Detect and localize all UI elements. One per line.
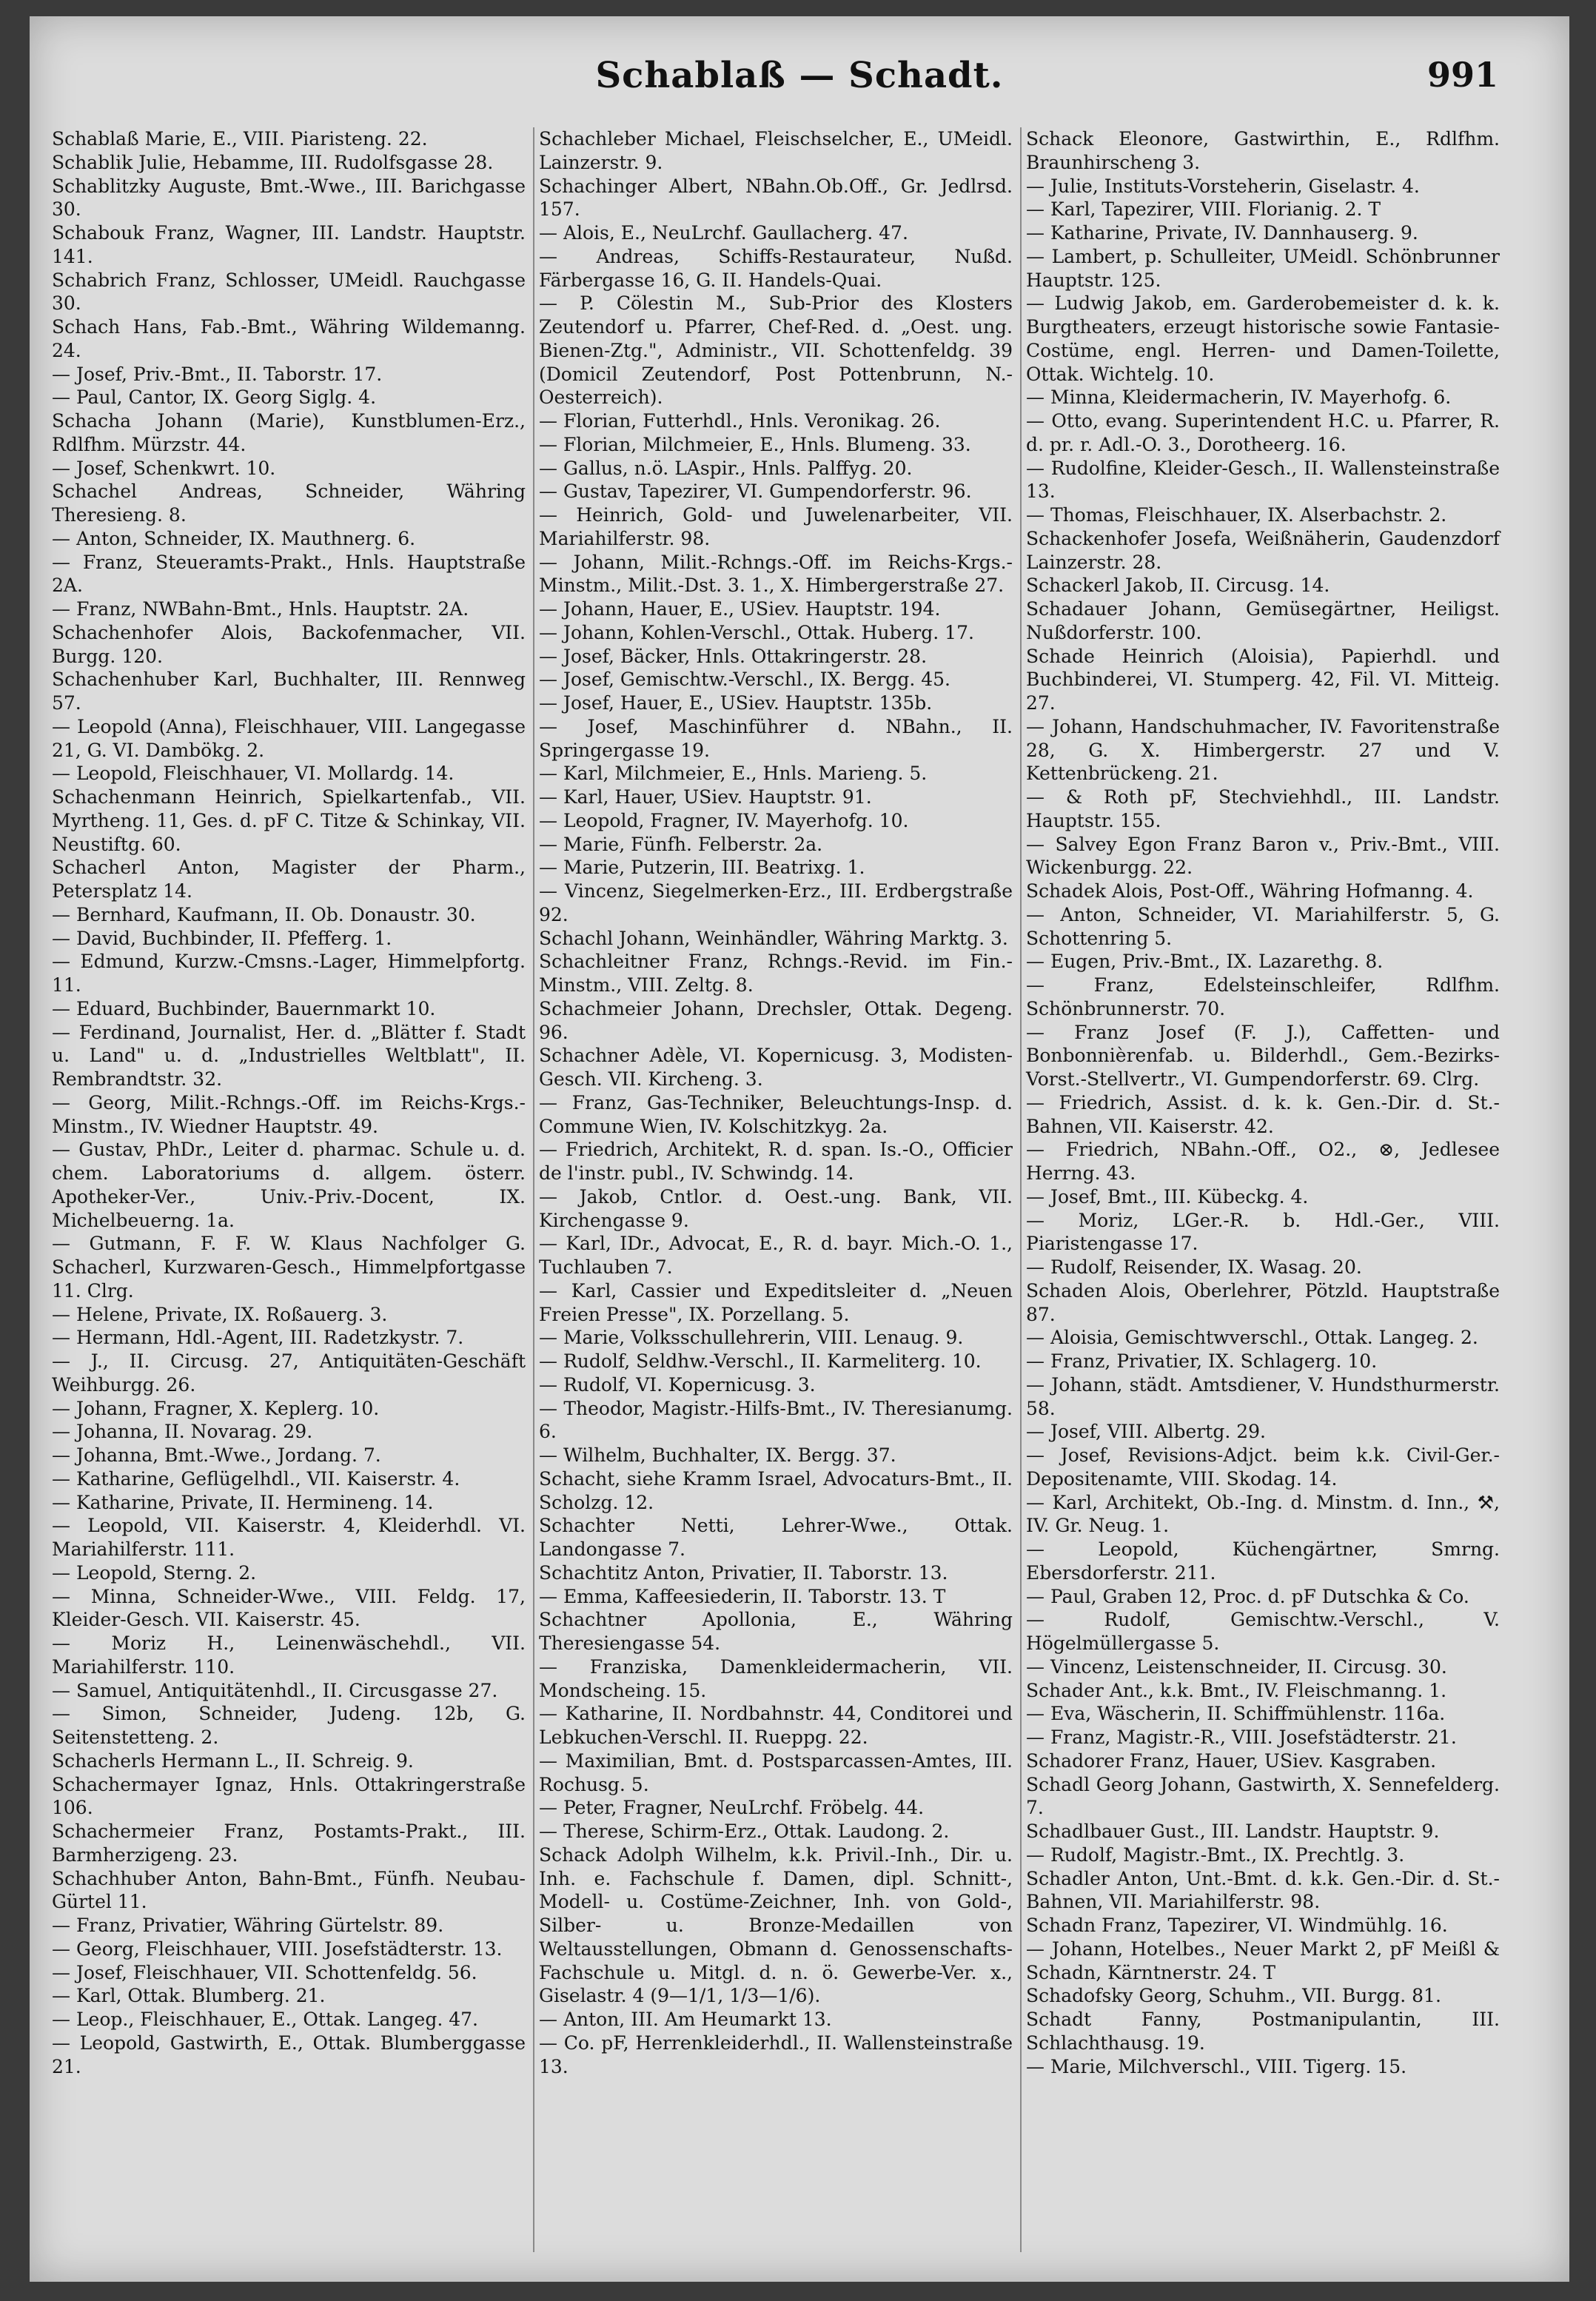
directory-entry: — Ferdinand, Journalist, Her. d. „Blätter f. Stadt u. Land" u. d. „Industrielles Weltblatt", II. Rembrandtstr. 32. xyxy=(52,1021,526,1090)
directory-entry: — Josef, Priv.-Bmt., II. Taborstr. 17. xyxy=(52,363,383,385)
directory-entry: — Aloisia, Gemischtwverschl., Ottak. Langeg. 2. xyxy=(1026,1327,1478,1349)
directory-entry: — Samuel, Antiquitätenhdl., II. Circusgasse 27. xyxy=(52,1679,498,1701)
column-left xyxy=(52,127,526,2078)
directory-entry: Schachinger Albert, NBahn.Ob.Off., Gr. Jedlrsd. 157. xyxy=(539,175,1013,221)
directory-entry: — Florian, Futterhdl., Hnls. Veronikag. 26. xyxy=(539,410,941,432)
directory-entry: Schadorer Franz, Hauer, USiev. Kasgraben. xyxy=(1026,1749,1437,1772)
directory-entry: — Gutmann, F. F. W. Klaus Nachfolger G. Schacherl, Kurzwaren-Gesch., Himmelpfortgasse 11. Clrg. xyxy=(52,1233,526,1302)
directory-entry: Schabouk Franz, Wagner, III. Landstr. Hauptstr. 141. xyxy=(52,222,526,267)
directory-entry: — Anton, III. Am Heumarkt 13. xyxy=(539,2009,832,2030)
directory-entry: — Leopold, Fleischhauer, VI. Mollardg. 14. xyxy=(52,763,455,785)
directory-entry: — Karl, Milchmeier, E., Hnls. Marieng. 5. xyxy=(539,763,928,785)
directory-page xyxy=(30,16,1569,2282)
directory-entry: — Salvey Egon Franz Baron v., Priv.-Bmt., VIII. Wickenburgg. 22. xyxy=(1026,833,1500,879)
directory-entry: — Marie, Milchverschl., VIII. Tigerg. 15. xyxy=(1026,2055,1407,2077)
directory-entry: Schadofsky Georg, Schuhm., VII. Burgg. 81. xyxy=(1026,1985,1441,2007)
directory-entry: — P. Cölestin M., Sub-Prior des Klosters Zeutendorf u. Pfarrer, Chef-Red. d. „Oest. ung. Bienen-Ztg.", Administr., VII. Schottenfeldg. 39 (Domicil Zeutendorf, Post Pottenbrunn, N.-Oesterreich). xyxy=(539,292,1013,409)
directory-entry: — Otto, evang. Superintendent H.C. u. Pfarrer, R. d. pr. r. Adl.-O. 3., Dorotheerg. 16. xyxy=(1026,410,1500,455)
directory-entry: — Vincenz, Leistenschneider, II. Circusg. 30. xyxy=(1026,1655,1447,1678)
directory-entry: — Alois, E., NeuLrchf. Gaullacherg. 47. xyxy=(539,222,908,244)
directory-entry: — Johann, städt. Amtsdiener, V. Hundsthurmerstr. 58. xyxy=(1026,1373,1500,1419)
directory-entry: — Franz, Privatier, IX. Schlagerg. 10. xyxy=(1026,1350,1378,1372)
directory-entry: Schachmeier Johann, Drechsler, Ottak. Degeng. 96. xyxy=(539,997,1013,1043)
directory-entry: — Simon, Schneider, Judeng. 12b, G. Seitenstetteng. 2. xyxy=(52,1703,526,1748)
directory-entry: Schachermeier Franz, Postamts-Prakt., III. Barmherzigeng. 23. xyxy=(52,1821,526,1866)
directory-entry: Schacherls Hermann L., II. Schreig. 9. xyxy=(52,1749,414,1772)
directory-entry: — Maximilian, Bmt. d. Postsparcassen-Amtes, III. Rochusg. 5. xyxy=(539,1749,1013,1795)
directory-entry: — Eduard, Buchbinder, Bauernmarkt 10. xyxy=(52,997,436,1019)
directory-entry: — Franz Josef (F. J.), Caffetten- und Bonbonnièrenfab. u. Bilderhdl., Gem.-Bezirks-Vorst.-Stellvertr., VI. Gumpendorferstr. 69. Clrg. xyxy=(1026,1021,1500,1090)
directory-entry: — Edmund, Kurzw.-Cmsns.-Lager, Himmelpfortg. 11. xyxy=(52,951,526,996)
page-number: 991 xyxy=(1426,55,1498,95)
directory-entry: — Andreas, Schiffs-Restaurateur, Nußd. Färbergasse 16, G. II. Handels-Quai. xyxy=(539,245,1013,291)
directory-entry: — Jakob, Cntlor. d. Oest.-ung. Bank, VII. Kirchengasse 9. xyxy=(539,1185,1013,1231)
directory-entry: — Marie, Fünfh. Felberstr. 2a. xyxy=(539,833,823,855)
directory-entry: — Friedrich, NBahn.-Off., O2., ⊗, Jedlesee Herrng. 43. xyxy=(1026,1139,1500,1184)
directory-entry: — Josef, Fleischhauer, VII. Schottenfeldg. 56. xyxy=(52,1961,477,1983)
directory-entry: Schachel Andreas, Schneider, Währing Theresieng. 8. xyxy=(52,480,526,526)
directory-entry: Schadek Alois, Post-Off., Währing Hofmanng. 4. xyxy=(1026,880,1474,902)
directory-entry: Schadauer Johann, Gemüsegärtner, Heiligst. Nußdorferstr. 100. xyxy=(1026,598,1500,643)
directory-entry: Schachhuber Anton, Bahn-Bmt., Fünfh. Neubau-Gürtel 11. xyxy=(52,1867,526,1913)
directory-entry: Schachtner Apollonia, E., Währing Theresiengasse 54. xyxy=(539,1609,1013,1654)
directory-entry: — Friedrich, Assist. d. k. k. Gen.-Dir. d. St.-Bahnen, VII. Kaiserstr. 42. xyxy=(1026,1091,1500,1137)
directory-entry: Schackerl Jakob, II. Circusg. 14. xyxy=(1026,575,1330,597)
directory-entry: — Leop., Fleischhauer, E., Ottak. Langeg. 47. xyxy=(52,2009,478,2030)
directory-entry: — David, Buchbinder, II. Pfefferg. 1. xyxy=(52,927,392,949)
directory-entry: — Gallus, n.ö. LAspir., Hnls. Palffyg. 20. xyxy=(539,457,913,479)
directory-entry: Schadler Anton, Unt.-Bmt. d. k.k. Gen.-Dir. d. St.-Bahnen, VII. Mariahilferstr. 98. xyxy=(1026,1867,1500,1913)
directory-entry: Schade Heinrich (Aloisia), Papierhdl. und Buchbinderei, VI. Stumperg. 42, Fil. VI. Mitteig. 27. xyxy=(1026,645,1500,714)
directory-entry: — Katharine, Geflügelhdl., VII. Kaiserstr. 4. xyxy=(52,1467,460,1490)
directory-entry: — Moriz, LGer.-R. b. Hdl.-Ger., VIII. Piaristengasse 17. xyxy=(1026,1209,1500,1255)
directory-entry: — Franz, Edelsteinschleifer, Rdlfhm. Schönbrunnerstr. 70. xyxy=(1026,974,1500,1019)
directory-entry: — Josef, Gemischtw.-Verschl., IX. Bergg. 45. xyxy=(539,669,950,691)
directory-entry: — Karl, Ottak. Blumberg. 21. xyxy=(52,1985,326,2007)
directory-entry: — Wilhelm, Buchhalter, IX. Bergg. 37. xyxy=(539,1444,896,1466)
directory-entry: — Franziska, Damenkleidermacherin, VII. Mondscheing. 15. xyxy=(539,1655,1013,1701)
directory-entry: — Rudolf, Gemischtw.-Verschl., V. Högelmüllergasse 5. xyxy=(1026,1609,1500,1654)
directory-entry: — Florian, Milchmeier, E., Hnls. Blumeng. 33. xyxy=(539,433,971,455)
directory-entry: — Theodor, Magistr.-Hilfs-Bmt., IV. Theresianumg. 6. xyxy=(539,1397,1013,1443)
running-head: Schablaß — Schadt. xyxy=(595,55,1004,96)
directory-entry: — Marie, Putzerin, III. Beatrixg. 1. xyxy=(539,857,865,879)
directory-entry: Schack Adolph Wilhelm, k.k. Privil.-Inh., Dir. u. Inh. e. Fachschule f. Damen, dipl. Schnitt-, Modell- u. Costüme-Zeichner, Inh. von Gold-, Silber- u. Bronze-Medaillen von Weltausstellungen, Obmann d. Genossenschafts-Fachschule u. Mitgl. d. n. ö. Gewerbe-Ver. x., Giselastr. 4 (9—1/1, 1/3—1/6). xyxy=(539,1843,1013,2007)
directory-entry: — Minna, Kleidermacherin, IV. Mayerhofg. 6. xyxy=(1026,386,1452,409)
directory-entry: — Johanna, Bmt.-Wwe., Jordang. 7. xyxy=(52,1444,381,1466)
directory-entry: Schachenmann Heinrich, Spielkartenfab., VII. Myrtheng. 11, Ges. d. pF C. Titze & Schinkay, VII. Neustiftg. 60. xyxy=(52,786,526,855)
directory-entry: Schachl Johann, Weinhändler, Währing Marktg. 3. xyxy=(539,927,1008,949)
directory-entry: — Leopold, Gastwirth, E., Ottak. Blumberggasse 21. xyxy=(52,2032,526,2077)
directory-entry: — Franz, Magistr.-R., VIII. Josefstädterstr. 21. xyxy=(1026,1726,1457,1748)
directory-entry: — Josef, Bäcker, Hnls. Ottakringerstr. 28. xyxy=(539,645,928,667)
directory-entry: — Heinrich, Gold- und Juwelenarbeiter, VII. Mariahilferstr. 98. xyxy=(539,504,1013,549)
directory-entry: — Johann, Hauer, E., USiev. Hauptstr. 194. xyxy=(539,598,941,620)
column-right xyxy=(1026,127,1500,2078)
directory-entry: — Paul, Cantor, IX. Georg Siglg. 4. xyxy=(52,386,377,409)
directory-entry: — Moriz H., Leinenwäschehdl., VII. Mariahilferstr. 110. xyxy=(52,1632,526,1678)
directory-entry: — Rudolfine, Kleider-Gesch., II. Wallensteinstraße 13. xyxy=(1026,457,1500,503)
directory-entry: — Josef, Schenkwrt. 10. xyxy=(52,457,276,479)
directory-entry: — Anton, Schneider, VI. Mariahilferstr. 5, G. Schottenring 5. xyxy=(1026,903,1500,949)
directory-entry: — Johann, Hotelbes., Neuer Markt 2, pF Meißl & Schadn, Kärntnerstr. 24. T xyxy=(1026,1937,1500,1983)
column-middle xyxy=(539,127,1013,2078)
directory-entry: Schadn Franz, Tapezirer, VI. Windmühlg. 16. xyxy=(1026,1915,1448,1936)
directory-entry: Schadt Fanny, Postmanipulantin, III. Schlachthausg. 19. xyxy=(1026,2009,1500,2054)
directory-entry: — Leopold, Küchengärtner, Smrng. Ebersdorferstr. 211. xyxy=(1026,1538,1500,1584)
directory-entry: Schachenhofer Alois, Backofenmacher, VII. Burgg. 120. xyxy=(52,621,526,667)
directory-entry: — Anton, Schneider, IX. Mauthnerg. 6. xyxy=(52,527,416,549)
directory-entry: Schachleber Michael, Fleischselcher, E., UMeidl. Lainzerstr. 9. xyxy=(539,128,1013,173)
directory-entry: — Johann, Kohlen-Verschl., Ottak. Huberg. 17. xyxy=(539,621,974,643)
directory-entry: Schablik Julie, Hebamme, III. Rudolfsgasse 28. xyxy=(52,151,494,173)
directory-entry: Schachner Adèle, VI. Kopernicusg. 3, Modisten-Gesch. VII. Kircheng. 3. xyxy=(539,1045,1013,1090)
directory-entry: — Julie, Instituts-Vorsteherin, Giselastr. 4. xyxy=(1026,175,1420,197)
directory-entry: — Helene, Private, IX. Roßauerg. 3. xyxy=(52,1303,388,1325)
directory-entry: — Co. pF, Herrenkleiderhdl., II. Wallensteinstraße 13. xyxy=(539,2032,1013,2077)
directory-entry: — Johann, Milit.-Rchngs.-Off. im Reichs-Krgs.-Minstm., Milit.-Dst. 3. 1., X. Himbergerstraße 27. xyxy=(539,551,1013,597)
directory-entry: — Ludwig Jakob, em. Garderobemeister d. k. k. Burgtheaters, erzeugt historische sowie Fantasie-Costüme, engl. Herren- und Damen-Toilette, Ottak. Wichtelg. 10. xyxy=(1026,292,1500,385)
directory-entry: Schabrich Franz, Schlosser, UMeidl. Rauchgasse 30. xyxy=(52,269,526,315)
directory-entry: — Marie, Volksschullehrerin, VIII. Lenaug. 9. xyxy=(539,1327,964,1349)
directory-entry: — Leopold, VII. Kaiserstr. 4, Kleiderhdl. VI. Mariahilferstr. 111. xyxy=(52,1515,526,1560)
directory-entry: — Johanna, II. Novarag. 29. xyxy=(52,1421,313,1443)
directory-entry: Schaden Alois, Oberlehrer, Pötzld. Hauptstraße 87. xyxy=(1026,1279,1500,1325)
directory-entry: — Josef, Maschinführer d. NBahn., II. Springergasse 19. xyxy=(539,715,1013,761)
directory-entry: Schablaß Marie, E., VIII. Piaristeng. 22. xyxy=(52,128,428,150)
directory-entry: — Gustav, PhDr., Leiter d. pharmac. Schule u. d. chem. Laboratoriums d. allgem. österr. Apotheker-Ver., Univ.-Priv.-Docent, IX. Michelbeuerng. 1a. xyxy=(52,1139,526,1231)
directory-entry: — Josef, VIII. Albertg. 29. xyxy=(1026,1421,1266,1443)
directory-entry: — Leopold, Sterng. 2. xyxy=(52,1561,257,1584)
directory-entry: — Karl, Tapezirer, VIII. Florianig. 2. T xyxy=(1026,198,1381,221)
directory-entry: — Johann, Handschuhmacher, IV. Favoritenstraße 28, G. X. Himbergerstr. 27 und V. Kettenbrückeng. 21. xyxy=(1026,715,1500,785)
directory-entry: — Gustav, Tapezirer, VI. Gumpendorferstr. 96. xyxy=(539,480,972,503)
directory-entry: Schackenhofer Josefa, Weißnäherin, Gaudenzdorf Lainzerstr. 28. xyxy=(1026,527,1500,573)
directory-entry: — Paul, Graben 12, Proc. d. pF Dutschka & Co. xyxy=(1026,1585,1469,1607)
directory-entry: Schack Eleonore, Gastwirthin, E., Rdlfhm. Braunhirscheng 3. xyxy=(1026,128,1500,173)
directory-entry: — Katharine, Private, IV. Dannhauserg. 9. xyxy=(1026,222,1418,244)
directory-entry: Schachermayer Ignaz, Hnls. Ottakringerstraße 106. xyxy=(52,1773,526,1819)
directory-entry: — Friedrich, Architekt, R. d. span. Is.-O., Officier de l'instr. publ., IV. Schwindg. 14. xyxy=(539,1139,1013,1184)
directory-entry: — Karl, Architekt, Ob.-Ing. d. Minstm. d. Inn., ⚒, IV. Gr. Neug. 1. xyxy=(1026,1491,1500,1537)
directory-entry: Schacht, siehe Kramm Israel, Advocaturs-Bmt., II. Scholzg. 12. xyxy=(539,1467,1013,1513)
page-header xyxy=(30,55,1569,114)
directory-entry: — Leopold (Anna), Fleischhauer, VIII. Langegasse 21, G. VI. Dambökg. 2. xyxy=(52,715,526,761)
directory-entry: — Franz, NWBahn-Bmt., Hnls. Hauptstr. 2A. xyxy=(52,598,469,620)
directory-entry: Schacha Johann (Marie), Kunstblumen-Erz., Rdlfhm. Mürzstr. 44. xyxy=(52,410,526,455)
directory-entry: — Rudolf, Reisender, IX. Wasag. 20. xyxy=(1026,1256,1362,1278)
column-divider xyxy=(533,127,534,2252)
directory-entry: Schadlbauer Gust., III. Landstr. Hauptstr. 9. xyxy=(1026,1821,1440,1842)
directory-entry: — Vincenz, Siegelmerken-Erz., III. Erdbergstraße 92. xyxy=(539,880,1013,925)
directory-entry: Schader Ant., k.k. Bmt., IV. Fleischmanng. 1. xyxy=(1026,1679,1447,1701)
directory-entry: — Katharine, Private, II. Hermineng. 14. xyxy=(52,1491,434,1513)
directory-entry: — Therese, Schirm-Erz., Ottak. Laudong. 2. xyxy=(539,1821,950,1842)
directory-entry: Schachter Netti, Lehrer-Wwe., Ottak. Landongasse 7. xyxy=(539,1515,1013,1560)
directory-entry: Schach Hans, Fab.-Bmt., Währing Wildemanng. 24. xyxy=(52,316,526,361)
directory-entry: Schachenhuber Karl, Buchhalter, III. Rennweg 57. xyxy=(52,669,526,714)
directory-entry: — Katharine, II. Nordbahnstr. 44, Conditorei und Lebkuchen-Verschl. II. Rueppg. 22. xyxy=(539,1703,1013,1748)
directory-entry: — Franz, Steueramts-Prakt., Hnls. Hauptstraße 2A. xyxy=(52,551,526,597)
directory-entry: — Karl, IDr., Advocat, E., R. d. bayr. Mich.-O. 1., Tuchlauben 7. xyxy=(539,1233,1013,1278)
directory-entry: — Rudolf, Magistr.-Bmt., IX. Prechtlg. 3. xyxy=(1026,1843,1405,1866)
directory-entry: — Karl, Cassier und Expeditsleiter d. „Neuen Freien Presse", IX. Porzellang. 5. xyxy=(539,1279,1013,1325)
directory-entry: — & Roth pF, Stechviehhdl., III. Landstr. Hauptstr. 155. xyxy=(1026,786,1500,831)
directory-entry: — Josef, Bmt., III. Kübeckg. 4. xyxy=(1026,1185,1309,1208)
directory-entry: Schacherl Anton, Magister der Pharm., Petersplatz 14. xyxy=(52,857,526,902)
directory-entry: — Eva, Wäscherin, II. Schiffmühlenstr. 116a. xyxy=(1026,1703,1446,1725)
directory-entry: Schachtitz Anton, Privatier, II. Taborstr. 13. xyxy=(539,1561,948,1584)
directory-entry: — Johann, Fragner, X. Keplerg. 10. xyxy=(52,1397,380,1419)
directory-entry: — Minna, Schneider-Wwe., VIII. Feldg. 17, Kleider-Gesch. VII. Kaiserstr. 45. xyxy=(52,1585,526,1631)
directory-entry: — Rudolf, Seldhw.-Verschl., II. Karmeliterg. 10. xyxy=(539,1350,982,1372)
directory-entry: — Karl, Hauer, USiev. Hauptstr. 91. xyxy=(539,786,872,808)
directory-entry: — J., II. Circusg. 27, Antiquitäten-Geschäft Weihburgg. 26. xyxy=(52,1350,526,1396)
directory-entry: Schablitzky Auguste, Bmt.-Wwe., III. Barichgasse 30. xyxy=(52,175,526,221)
directory-entry: — Georg, Milit.-Rchngs.-Off. im Reichs-Krgs.-Minstm., IV. Wiedner Hauptstr. 49. xyxy=(52,1091,526,1137)
directory-entry: — Franz, Gas-Techniker, Beleuchtungs-Insp. d. Commune Wien, IV. Kolschitzkyg. 2a. xyxy=(539,1091,1013,1137)
directory-entry: Schadl Georg Johann, Gastwirth, X. Sennefelderg. 7. xyxy=(1026,1773,1500,1819)
directory-entry: — Rudolf, VI. Kopernicusg. 3. xyxy=(539,1373,816,1396)
directory-entry: — Eugen, Priv.-Bmt., IX. Lazarethg. 8. xyxy=(1026,951,1384,973)
directory-entry: — Josef, Revisions-Adjct. beim k.k. Civil-Ger.-Depositenamte, VIII. Skodag. 14. xyxy=(1026,1444,1500,1490)
directory-entry: Schachleitner Franz, Rchngs.-Revid. im Fin.-Minstm., VIII. Zeltg. 8. xyxy=(539,951,1013,996)
directory-entry: — Leopold, Fragner, IV. Mayerhofg. 10. xyxy=(539,809,909,831)
directory-entry: — Hermann, Hdl.-Agent, III. Radetzkystr. 7. xyxy=(52,1327,464,1349)
directory-entry: — Thomas, Fleischhauer, IX. Alserbachstr. 2. xyxy=(1026,504,1447,526)
directory-entry: — Emma, Kaffeesiederin, II. Taborstr. 13. T xyxy=(539,1585,946,1607)
directory-entry: — Georg, Fleischhauer, VIII. Josefstädterstr. 13. xyxy=(52,1937,503,1960)
directory-entry: — Bernhard, Kaufmann, II. Ob. Donaustr. 30. xyxy=(52,903,476,925)
directory-entry: — Franz, Privatier, Währing Gürtelstr. 89. xyxy=(52,1915,444,1936)
column-divider xyxy=(1020,127,1022,2252)
directory-entry: — Josef, Hauer, E., USiev. Hauptstr. 135b. xyxy=(539,692,933,714)
directory-entry: — Peter, Fragner, NeuLrchf. Fröbelg. 44. xyxy=(539,1797,925,1819)
directory-entry: — Lambert, p. Schulleiter, UMeidl. Schönbrunner Hauptstr. 125. xyxy=(1026,245,1500,291)
